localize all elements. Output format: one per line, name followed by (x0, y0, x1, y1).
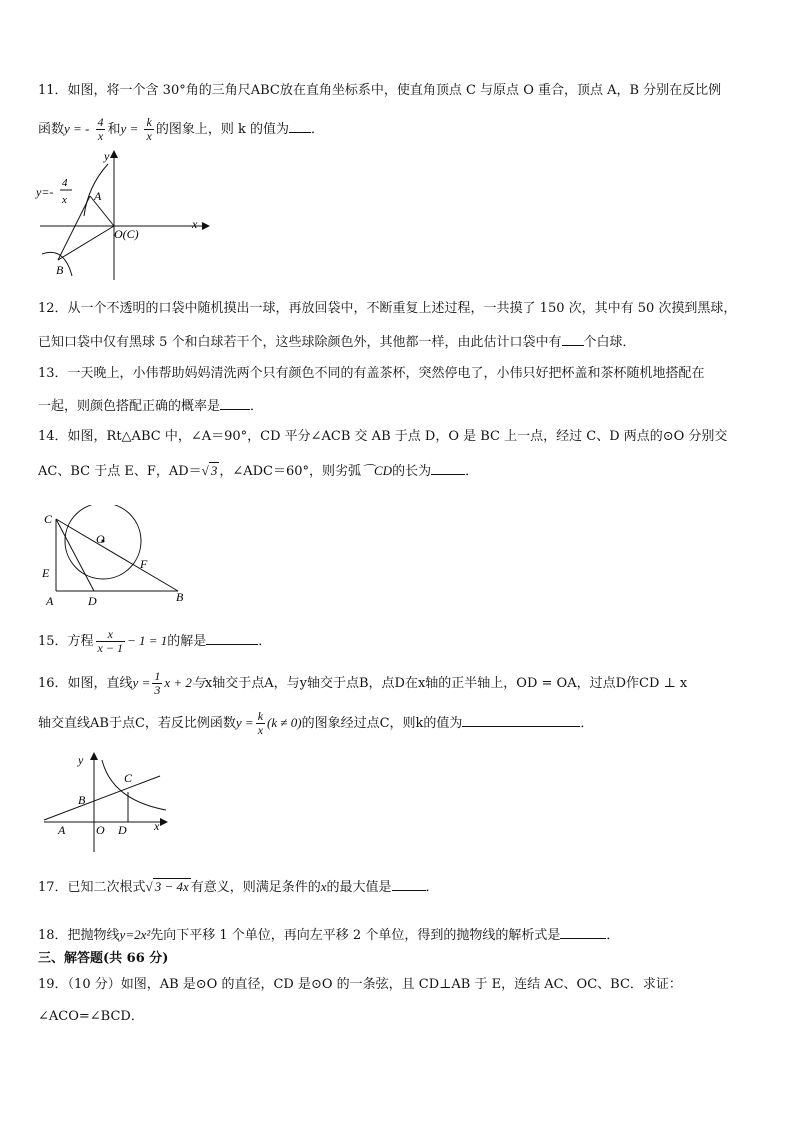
q16-line1 (38, 670, 687, 697)
q11-fraction-2: $\frac{k}{x}$ (146, 115, 152, 143)
q16-label-O: O (96, 823, 105, 837)
q11-y-neg: y = - (64, 121, 90, 136)
q16-fraction-2: $\frac{k}{x}$ (257, 709, 264, 737)
q14-label-C: C (44, 512, 53, 526)
q14-end: ． (465, 464, 479, 479)
q11-curve-label: y=- (36, 185, 54, 199)
q16-text-a: x + 2与 (164, 675, 205, 690)
q14-text: AC、BC 于点 E、F，AD＝ (38, 464, 202, 479)
q19-line2: ∠ACO=∠BCD． (38, 1009, 144, 1024)
q17-text: 17．已知二次根式 (38, 880, 146, 895)
q19-line1: 19．（10 分）如图，AB 是⊙O 的直径，CD 是⊙O 的一条弦，且 CD⊥AB 于 E，连结 AC、OC、BC．求证： (38, 977, 682, 992)
q11-y-axis-label: y (104, 149, 110, 163)
q14-line1: 14．如图，Rt△ABC 中，∠A＝90°，CD 平分∠ACB 交 AB 于点 D，O 是 BC 上一点，经过 C、D 两点的⊙O 分别交 (38, 429, 728, 444)
q14-label-F: F (140, 557, 148, 571)
q16-text-c: y轴交于点B，点D在 (299, 676, 418, 691)
q14-figure (36, 505, 196, 609)
q16-label-A: A (58, 823, 66, 837)
q11-x-axis-label: x (192, 217, 198, 231)
q12-line2 (38, 333, 636, 352)
q16-end: ． (580, 716, 594, 731)
q13-end: ． (250, 399, 264, 414)
q16-y-axis-label: y (78, 753, 84, 767)
q16-figure (40, 748, 180, 856)
q18-text: 18．把抛物线 (38, 928, 120, 943)
q16-y-2: y = (235, 715, 254, 730)
q17-sqrt: √ 3 − 4x (145, 879, 189, 894)
q11-text-2: 的图象上，则 k 的值为 (155, 122, 289, 137)
q15-answer-blank[interactable] (206, 632, 258, 645)
q15-text-2: 的解是 (167, 634, 207, 649)
q17-x: x (320, 879, 327, 894)
q13-line2 (38, 397, 263, 416)
q16-line2 (38, 710, 593, 737)
q11-label-A: A (94, 189, 102, 203)
q15-fraction: $\frac{x}{x - 1}$ (97, 627, 123, 655)
q16-text-b: x轴交于点A，与 (204, 676, 300, 691)
q14-text-2: ，∠ADC＝60°，则劣弧 (219, 464, 362, 479)
q14-answer-blank[interactable] (431, 462, 465, 475)
q18-answer-blank[interactable] (560, 926, 606, 939)
q11-y: y = (120, 121, 139, 136)
q11-end: ． (310, 122, 324, 137)
q16-text-d: x轴的正半轴上， (417, 676, 517, 691)
q16-text-3: 的图象经过点C，则k的值为 (301, 716, 463, 731)
q16-condition: (k ≠ 0) (267, 715, 302, 730)
q11-text: 函数 (38, 122, 65, 137)
q18-text-2: 先向下平移 1 个单位，再向左平移 2 个单位，得到的抛物线的解析式是 (150, 928, 561, 943)
q14-label-E: E (42, 566, 50, 580)
q16-label-C: C (124, 771, 133, 785)
q11-line2 (38, 116, 324, 143)
q14-sqrt: √ 3 (201, 463, 218, 478)
q11-and: 和 (107, 122, 121, 137)
q14-text-3: 的长为 (392, 464, 432, 479)
q16-fraction-1: $\frac{1}{3}$ (154, 669, 161, 697)
q13-line1: 13．一天晚上，小伟帮助妈妈清洗两个只有颜色不同的有盖茶杯，突然停电了，小伟只好把杯盖和茶杯随机地搭配在 (38, 366, 705, 381)
q12-text-2: 个白球． (583, 335, 636, 350)
q14-label-D: D (88, 594, 97, 608)
q11-figure (34, 146, 214, 286)
q16-label-D: D (118, 823, 127, 837)
q14-label-A: A (46, 594, 54, 608)
q15-expr: − 1 = 1 (126, 633, 168, 648)
q13-answer-blank[interactable] (220, 397, 250, 410)
q18-end: ． (606, 928, 620, 943)
q11-answer-blank[interactable] (289, 120, 311, 133)
q16-y: y = (132, 675, 151, 690)
q17-text-3: 的最大值是 (326, 880, 392, 895)
q12-line1: 12．从一个不透明的口袋中随机摸出一球，再放回袋中，不断重复上述过程，一共摸了 150 次，其中有 50 次摸到黑球， (38, 301, 737, 316)
q11-curve-num: 4 (62, 177, 68, 189)
q17-line (38, 878, 439, 897)
q18-line (38, 926, 619, 945)
q15-line (38, 628, 271, 655)
q14-label-B: B (176, 590, 184, 604)
section-heading: 三、解答题(共 66 分) (38, 951, 169, 966)
q16-text-2: 轴交直线AB于点C，若反比例函数 (38, 716, 236, 731)
q17-text-2: 有意义，则满足条件的 (190, 880, 321, 895)
q11-label-B: B (56, 263, 64, 277)
q17-end: ． (425, 880, 439, 895)
q11-fraction-1: $\frac{4}{x}$ (97, 115, 104, 143)
q12-text: 已知口袋中仅有黑球 5 个和白球若干个，这些球除颜色外，其他都一样，由此估计口袋中有 (38, 335, 562, 350)
q15-end: ． (258, 634, 272, 649)
q12-answer-blank[interactable] (562, 333, 584, 346)
q11-label-O: O(C) (114, 227, 139, 241)
q14-arc-cd: ⌒CD (361, 463, 393, 478)
q16-text-e: OD = OA，过点D作CD ⊥ x (516, 676, 688, 691)
q16-label-B: B (78, 793, 86, 807)
q18-expr: y=2x² (119, 927, 151, 942)
q15-text: 15．方程 (38, 634, 94, 649)
q16-answer-blank[interactable] (462, 714, 580, 727)
q17-answer-blank[interactable] (392, 878, 426, 891)
q13-text: 一起，则颜色搭配正确的概率是 (38, 399, 221, 414)
q11-curve-den: x (62, 194, 67, 206)
q11-line1: 11．如图，将一个含 30°角的三角尺ABC放在直角坐标系中，使直角顶点 C 与原点 O 重合，顶点 A，B 分别在反比例 (38, 83, 722, 98)
q14-line2 (38, 462, 478, 481)
q16-text: 16．如图，直线 (38, 676, 133, 691)
q16-x-axis-label: x (154, 819, 160, 833)
q14-label-O: O (96, 532, 105, 546)
